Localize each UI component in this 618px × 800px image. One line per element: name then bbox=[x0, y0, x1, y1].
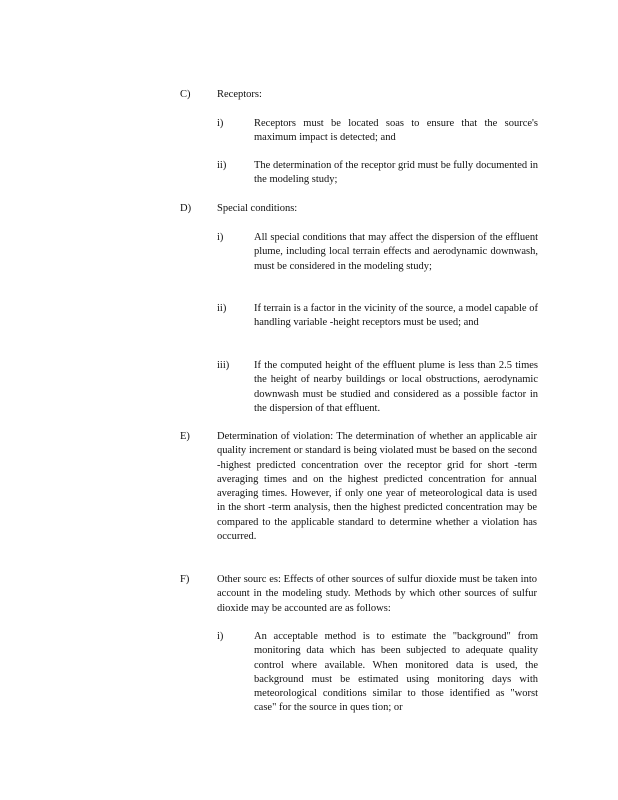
section-body: Other sourc es: Effects of other sources of sulfur dioxide must be taken into account in the modeling study. Methods by which other sources of sulfur dioxide may be accounted are as follows: bbox=[217, 574, 537, 614]
item-text: The determination of the receptor grid must be fully documented in the modeling study; bbox=[254, 160, 538, 186]
item-text: All special conditions that may affect the dispersion of the effluent plume, including local terrain effects and aerodynamic downwash, must be considered in the modeling study; bbox=[254, 232, 538, 272]
section-title: Special conditions: bbox=[217, 203, 298, 214]
section-letter: D) bbox=[180, 203, 192, 214]
item-number: iii) bbox=[217, 360, 230, 371]
section-letter: F) bbox=[180, 574, 190, 585]
item-text: Receptors must be located soas to ensure that the source's maximum impact is detected; and bbox=[254, 118, 538, 144]
section-letter: C) bbox=[180, 89, 191, 100]
item-text: An acceptable method is to estimate the "background" from monitoring data which has been subjected to adequate quality control where available. When monitored data is used, the background must be estimated using monitoring days with meteorological conditions similar to those identified as "worst case" for the source in ques tion; or bbox=[254, 631, 538, 714]
item-number: i) bbox=[217, 118, 224, 129]
item-text: If terrain is a factor in the vicinity of the source, a model capable of handling variable -height receptors must be used; and bbox=[254, 303, 538, 329]
item-text: If the computed height of the effluent plume is less than 2.5 times the height of nearby buildings or local obstructions, aerodynamic downwash must be studied and considered as a possible factor in the dispersion of that effluent. bbox=[254, 360, 538, 414]
item-number: ii) bbox=[217, 160, 227, 171]
item-number: i) bbox=[217, 631, 224, 642]
section-letter: E) bbox=[180, 431, 190, 442]
item-number: ii) bbox=[217, 303, 227, 314]
section-body: Determination of violation: The determination of whether an applicable air quality increment or standard is being violated must be based on the second -highest predicted concentration over the receptor grid for short -term averaging times and on the highest predicted concentration for annual averaging times. However, if only one year of meteorological data is used in the short -term analysis, then the highest predicted concentration may be compared to the applicable standard to determine whether a violation has occurred. bbox=[217, 431, 537, 543]
section-title: Receptors: bbox=[217, 89, 262, 100]
item-number: i) bbox=[217, 232, 224, 243]
